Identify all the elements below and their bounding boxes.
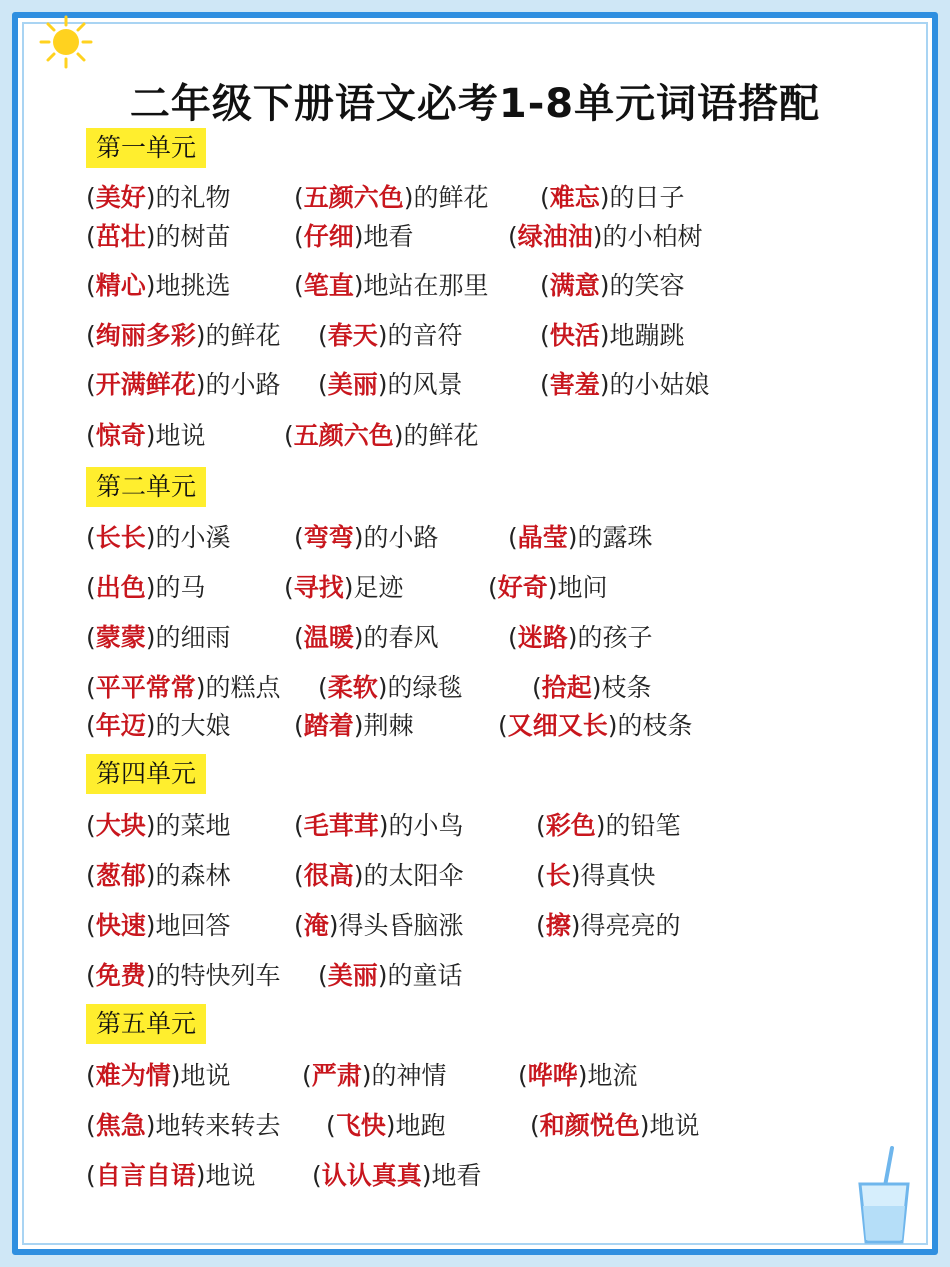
open-paren: ( bbox=[536, 811, 546, 840]
open-paren: ( bbox=[498, 711, 508, 740]
close-paren: ) bbox=[195, 1161, 206, 1190]
section-label: 第二单元 bbox=[86, 467, 206, 507]
phrase-keyword: 难为情 bbox=[95, 1061, 171, 1090]
open-paren: ( bbox=[86, 523, 96, 552]
phrase-keyword: 美丽 bbox=[327, 370, 378, 399]
phrase-rest: 的小溪 bbox=[155, 523, 231, 552]
phrase-keyword: 美好 bbox=[95, 183, 146, 212]
phrase-keyword: 惊奇 bbox=[95, 421, 146, 450]
phrase-rest: 的日子 bbox=[609, 183, 685, 212]
phrase-item bbox=[540, 268, 685, 304]
phrase-keyword: 好奇 bbox=[497, 573, 548, 602]
phrase-item bbox=[302, 1058, 447, 1094]
close-paren: ) bbox=[547, 573, 558, 602]
phrase-keyword: 晶莹 bbox=[517, 523, 568, 552]
close-paren: ) bbox=[599, 183, 610, 212]
phrase-keyword: 笔直 bbox=[303, 271, 354, 300]
close-paren: ) bbox=[353, 711, 364, 740]
phrase-item bbox=[86, 808, 231, 844]
phrase-item bbox=[284, 418, 479, 454]
open-paren: ( bbox=[294, 183, 304, 212]
phrase-rest: 地说 bbox=[205, 1161, 256, 1190]
phrase-rest: 的马 bbox=[155, 573, 206, 602]
phrase-rest: 地回答 bbox=[155, 911, 231, 940]
phrase-keyword: 免费 bbox=[95, 961, 146, 990]
phrase-keyword: 满意 bbox=[549, 271, 600, 300]
open-paren: ( bbox=[86, 271, 96, 300]
phrase-keyword: 彩色 bbox=[545, 811, 596, 840]
close-paren: ) bbox=[353, 271, 364, 300]
open-paren: ( bbox=[294, 623, 304, 652]
phrase-keyword: 长长 bbox=[95, 523, 146, 552]
phrase-rest: 的细雨 bbox=[155, 623, 231, 652]
phrase-rest: 地说 bbox=[649, 1111, 700, 1140]
phrase-item bbox=[86, 908, 231, 944]
phrase-keyword: 茁壮 bbox=[95, 222, 146, 251]
phrase-keyword: 踏着 bbox=[303, 711, 354, 740]
section-label: 第五单元 bbox=[86, 1004, 206, 1044]
phrase-keyword: 快活 bbox=[549, 321, 600, 350]
open-paren: ( bbox=[86, 321, 96, 350]
close-paren: ) bbox=[353, 623, 364, 652]
phrase-item bbox=[86, 620, 231, 656]
phrase-item bbox=[284, 570, 404, 606]
phrase-keyword: 绚丽多彩 bbox=[95, 321, 196, 350]
phrase-item bbox=[86, 858, 231, 894]
phrase-item bbox=[86, 367, 281, 403]
phrase-item bbox=[294, 520, 439, 556]
phrase-rest: 的小路 bbox=[205, 370, 281, 399]
phrase-keyword: 认认真真 bbox=[321, 1161, 422, 1190]
close-paren: ) bbox=[592, 222, 603, 251]
page-title: 二年级下册语文必考1-8单元词语搭配 bbox=[129, 81, 821, 127]
phrase-rest: 的鲜花 bbox=[413, 183, 489, 212]
phrase-rest: 地看 bbox=[431, 1161, 482, 1190]
phrase-keyword: 蒙蒙 bbox=[95, 623, 146, 652]
phrase-item bbox=[86, 418, 206, 454]
close-paren: ) bbox=[195, 370, 206, 399]
close-paren: ) bbox=[343, 573, 354, 602]
phrase-item bbox=[294, 908, 464, 944]
close-paren: ) bbox=[145, 421, 156, 450]
close-paren: ) bbox=[421, 1161, 432, 1190]
phrase-rest: 地说 bbox=[180, 1061, 231, 1090]
open-paren: ( bbox=[530, 1111, 540, 1140]
open-paren: ( bbox=[294, 271, 304, 300]
phrase-keyword: 大块 bbox=[95, 811, 146, 840]
phrase-rest: 荆棘 bbox=[363, 711, 414, 740]
phrase-keyword: 精心 bbox=[95, 271, 146, 300]
phrase-item bbox=[86, 570, 206, 606]
phrase-keyword: 出色 bbox=[95, 573, 146, 602]
open-paren: ( bbox=[86, 573, 96, 602]
open-paren: ( bbox=[294, 811, 304, 840]
close-paren: ) bbox=[195, 321, 206, 350]
phrase-keyword: 温暖 bbox=[303, 623, 354, 652]
phrase-rest: 的特快列车 bbox=[155, 961, 281, 990]
section-label: 第四单元 bbox=[86, 754, 206, 794]
phrase-item bbox=[326, 1108, 446, 1144]
phrase-item bbox=[86, 180, 231, 216]
phrase-keyword: 害羞 bbox=[549, 370, 600, 399]
open-paren: ( bbox=[294, 711, 304, 740]
phrase-keyword: 又细又长 bbox=[507, 711, 608, 740]
phrase-keyword: 寻找 bbox=[293, 573, 344, 602]
phrase-keyword: 淹 bbox=[303, 911, 329, 940]
phrase-item bbox=[508, 620, 653, 656]
open-paren: ( bbox=[86, 711, 96, 740]
phrase-item bbox=[86, 1108, 281, 1144]
phrase-keyword: 柔软 bbox=[327, 673, 378, 702]
close-paren: ) bbox=[361, 1061, 372, 1090]
open-paren: ( bbox=[508, 222, 518, 251]
phrase-item bbox=[86, 958, 281, 994]
phrase-rest: 地转来转去 bbox=[155, 1111, 281, 1140]
open-paren: ( bbox=[86, 1161, 96, 1190]
phrase-item bbox=[536, 808, 681, 844]
close-paren: ) bbox=[378, 811, 389, 840]
phrase-keyword: 难忘 bbox=[549, 183, 600, 212]
open-paren: ( bbox=[86, 911, 96, 940]
phrase-item bbox=[532, 670, 652, 706]
close-paren: ) bbox=[353, 222, 364, 251]
phrase-rest: 的小柏树 bbox=[602, 222, 703, 251]
phrase-rest: 的礼物 bbox=[155, 183, 231, 212]
open-paren: ( bbox=[318, 961, 328, 990]
phrase-item bbox=[488, 570, 608, 606]
phrase-item bbox=[518, 1058, 638, 1094]
close-paren: ) bbox=[570, 861, 581, 890]
open-paren: ( bbox=[86, 183, 96, 212]
close-paren: ) bbox=[567, 523, 578, 552]
close-paren: ) bbox=[570, 911, 581, 940]
phrase-rest: 地蹦跳 bbox=[609, 321, 685, 350]
phrase-rest: 的森林 bbox=[155, 861, 231, 890]
open-paren: ( bbox=[86, 1061, 96, 1090]
phrase-item bbox=[540, 367, 710, 403]
close-paren: ) bbox=[145, 911, 156, 940]
phrase-keyword: 快速 bbox=[95, 911, 146, 940]
open-paren: ( bbox=[86, 961, 96, 990]
phrase-rest: 地说 bbox=[155, 421, 206, 450]
phrase-item bbox=[294, 858, 464, 894]
phrase-item bbox=[86, 268, 231, 304]
open-paren: ( bbox=[318, 370, 328, 399]
open-paren: ( bbox=[540, 183, 550, 212]
phrase-item bbox=[536, 908, 681, 944]
phrase-rest: 的孩子 bbox=[577, 623, 653, 652]
phrase-keyword: 焦急 bbox=[95, 1111, 146, 1140]
close-paren: ) bbox=[145, 711, 156, 740]
close-paren: ) bbox=[577, 1061, 588, 1090]
close-paren: ) bbox=[639, 1111, 650, 1140]
phrase-keyword: 长 bbox=[545, 861, 571, 890]
close-paren: ) bbox=[377, 673, 388, 702]
section-label: 第一单元 bbox=[86, 128, 206, 168]
phrase-keyword: 很高 bbox=[303, 861, 354, 890]
open-paren: ( bbox=[318, 673, 328, 702]
phrase-rest: 得亮亮的 bbox=[580, 911, 681, 940]
phrase-item bbox=[86, 708, 231, 744]
close-paren: ) bbox=[353, 861, 364, 890]
phrase-keyword: 严肃 bbox=[311, 1061, 362, 1090]
phrase-keyword: 和颜悦色 bbox=[539, 1111, 640, 1140]
phrase-keyword: 葱郁 bbox=[95, 861, 146, 890]
phrase-keyword: 飞快 bbox=[335, 1111, 386, 1140]
open-paren: ( bbox=[284, 421, 294, 450]
open-paren: ( bbox=[532, 673, 542, 702]
close-paren: ) bbox=[567, 623, 578, 652]
phrase-item bbox=[86, 520, 231, 556]
open-paren: ( bbox=[488, 573, 498, 602]
phrase-keyword: 弯弯 bbox=[303, 523, 354, 552]
close-paren: ) bbox=[145, 623, 156, 652]
phrase-keyword: 擦 bbox=[545, 911, 571, 940]
phrase-item bbox=[86, 1158, 256, 1194]
phrase-rest: 得头昏脑涨 bbox=[338, 911, 464, 940]
phrase-rest: 的童话 bbox=[387, 961, 463, 990]
open-paren: ( bbox=[536, 911, 546, 940]
phrase-keyword: 毛茸茸 bbox=[303, 811, 379, 840]
open-paren: ( bbox=[518, 1061, 528, 1090]
open-paren: ( bbox=[508, 623, 518, 652]
phrase-rest: 足迹 bbox=[353, 573, 404, 602]
phrase-item bbox=[508, 219, 703, 255]
open-paren: ( bbox=[86, 370, 96, 399]
close-paren: ) bbox=[145, 523, 156, 552]
open-paren: ( bbox=[508, 523, 518, 552]
open-paren: ( bbox=[294, 222, 304, 251]
phrase-keyword: 年迈 bbox=[95, 711, 146, 740]
phrase-rest: 的糕点 bbox=[205, 673, 281, 702]
phrase-item bbox=[294, 180, 489, 216]
phrase-keyword: 哗哗 bbox=[527, 1061, 578, 1090]
phrase-item bbox=[536, 858, 656, 894]
close-paren: ) bbox=[145, 1111, 156, 1140]
close-paren: ) bbox=[145, 183, 156, 212]
phrase-rest: 的绿毯 bbox=[387, 673, 463, 702]
open-paren: ( bbox=[294, 911, 304, 940]
phrase-keyword: 开满鲜花 bbox=[95, 370, 196, 399]
open-paren: ( bbox=[86, 421, 96, 450]
open-paren: ( bbox=[86, 861, 96, 890]
phrase-rest: 地问 bbox=[557, 573, 608, 602]
phrase-rest: 枝条 bbox=[601, 673, 652, 702]
phrase-rest: 的神情 bbox=[371, 1061, 447, 1090]
open-paren: ( bbox=[294, 861, 304, 890]
phrase-rest: 地跑 bbox=[395, 1111, 446, 1140]
close-paren: ) bbox=[145, 811, 156, 840]
phrase-item bbox=[294, 219, 414, 255]
phrase-item bbox=[540, 318, 685, 354]
close-paren: ) bbox=[377, 321, 388, 350]
phrase-rest: 的音符 bbox=[387, 321, 463, 350]
phrase-rest: 地站在那里 bbox=[363, 271, 489, 300]
phrase-item bbox=[294, 708, 414, 744]
open-paren: ( bbox=[86, 222, 96, 251]
phrase-rest: 地流 bbox=[587, 1061, 638, 1090]
close-paren: ) bbox=[377, 961, 388, 990]
open-paren: ( bbox=[86, 623, 96, 652]
close-paren: ) bbox=[170, 1061, 181, 1090]
phrase-item bbox=[318, 318, 463, 354]
open-paren: ( bbox=[86, 673, 96, 702]
close-paren: ) bbox=[145, 222, 156, 251]
sun-icon bbox=[38, 14, 94, 70]
close-paren: ) bbox=[377, 370, 388, 399]
open-paren: ( bbox=[540, 271, 550, 300]
phrase-rest: 的小姑娘 bbox=[609, 370, 710, 399]
close-paren: ) bbox=[607, 711, 618, 740]
phrase-item bbox=[498, 708, 693, 744]
close-paren: ) bbox=[385, 1111, 396, 1140]
phrase-item bbox=[86, 1058, 231, 1094]
close-paren: ) bbox=[145, 271, 156, 300]
phrase-keyword: 自言自语 bbox=[95, 1161, 196, 1190]
phrase-keyword: 绿油油 bbox=[517, 222, 593, 251]
close-paren: ) bbox=[595, 811, 606, 840]
phrase-rest: 的太阳伞 bbox=[363, 861, 464, 890]
close-paren: ) bbox=[145, 573, 156, 602]
phrase-item bbox=[294, 808, 464, 844]
close-paren: ) bbox=[403, 183, 414, 212]
phrase-keyword: 春天 bbox=[327, 321, 378, 350]
phrase-rest: 的鲜花 bbox=[205, 321, 281, 350]
phrase-rest: 的小鸟 bbox=[388, 811, 464, 840]
open-paren: ( bbox=[540, 370, 550, 399]
phrase-item bbox=[312, 1158, 482, 1194]
open-paren: ( bbox=[540, 321, 550, 350]
phrase-rest: 的春风 bbox=[363, 623, 439, 652]
close-paren: ) bbox=[599, 321, 610, 350]
phrase-rest: 的菜地 bbox=[155, 811, 231, 840]
phrase-rest: 的大娘 bbox=[155, 711, 231, 740]
open-paren: ( bbox=[294, 523, 304, 552]
phrase-keyword: 五颜六色 bbox=[293, 421, 394, 450]
phrase-keyword: 拾起 bbox=[541, 673, 592, 702]
phrase-item bbox=[318, 670, 463, 706]
phrase-rest: 的铅笔 bbox=[605, 811, 681, 840]
close-paren: ) bbox=[353, 523, 364, 552]
close-paren: ) bbox=[591, 673, 602, 702]
phrase-rest: 地挑选 bbox=[155, 271, 231, 300]
close-paren: ) bbox=[195, 673, 206, 702]
close-paren: ) bbox=[145, 961, 156, 990]
open-paren: ( bbox=[536, 861, 546, 890]
open-paren: ( bbox=[284, 573, 294, 602]
phrase-rest: 的鲜花 bbox=[403, 421, 479, 450]
phrase-keyword: 迷路 bbox=[517, 623, 568, 652]
phrase-rest: 地看 bbox=[363, 222, 414, 251]
open-paren: ( bbox=[318, 321, 328, 350]
phrase-item bbox=[86, 219, 231, 255]
close-paren: ) bbox=[328, 911, 339, 940]
open-paren: ( bbox=[326, 1111, 336, 1140]
phrase-keyword: 美丽 bbox=[327, 961, 378, 990]
phrase-rest: 的露珠 bbox=[577, 523, 653, 552]
phrase-item bbox=[508, 520, 653, 556]
close-paren: ) bbox=[599, 271, 610, 300]
phrase-rest: 的小路 bbox=[363, 523, 439, 552]
phrase-keyword: 仔细 bbox=[303, 222, 354, 251]
phrase-rest: 的枝条 bbox=[617, 711, 693, 740]
open-paren: ( bbox=[86, 1111, 96, 1140]
close-paren: ) bbox=[599, 370, 610, 399]
phrase-rest: 得真快 bbox=[580, 861, 656, 890]
open-paren: ( bbox=[302, 1061, 312, 1090]
phrase-keyword: 五颜六色 bbox=[303, 183, 404, 212]
phrase-rest: 的风景 bbox=[387, 370, 463, 399]
phrase-item bbox=[86, 318, 281, 354]
phrase-item bbox=[86, 670, 281, 706]
phrase-item bbox=[540, 180, 685, 216]
phrase-item bbox=[530, 1108, 700, 1144]
phrase-keyword: 平平常常 bbox=[95, 673, 196, 702]
close-paren: ) bbox=[393, 421, 404, 450]
phrase-rest: 的树苗 bbox=[155, 222, 231, 251]
phrase-item bbox=[318, 958, 463, 994]
open-paren: ( bbox=[312, 1161, 322, 1190]
close-paren: ) bbox=[145, 861, 156, 890]
phrase-item bbox=[318, 367, 463, 403]
cup-icon bbox=[852, 1146, 916, 1246]
phrase-item bbox=[294, 620, 439, 656]
phrase-item bbox=[294, 268, 489, 304]
open-paren: ( bbox=[86, 811, 96, 840]
phrase-rest: 的笑容 bbox=[609, 271, 685, 300]
